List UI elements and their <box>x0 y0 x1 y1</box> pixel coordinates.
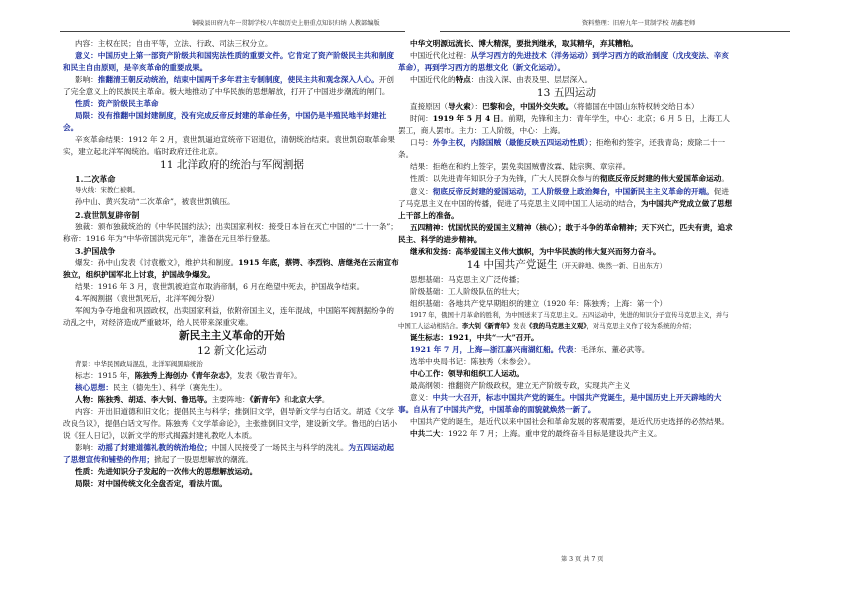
header-divider-right <box>440 31 790 32</box>
xinhai-limitation: 局限：没有推翻中国封建制度，没有完成反帝反封建的革命任务，中国仍是半殖民地半封建社会。 <box>63 111 387 133</box>
cpc-organizational-basis: 组织基础：各地共产党早期组织的建立（1920 年：陈独秀；上海：第一个） <box>410 298 668 308</box>
second-revolution-heading: 1.二次革命 <box>75 174 116 185</box>
cpc-second-congress: 中共二大：1922 年 7 月；上海。重申党的最终奋斗目标是建设共产主义。 <box>410 429 662 439</box>
second-revolution-desc: 孙中山、黄兴发动“二次革命”，被袁世凯镇压。 <box>75 197 235 207</box>
may4-result: 结果：拒绝在和约上签字，罢免卖国贼曹汝霖、陆宗舆、章宗祥。 <box>410 162 631 172</box>
section-13-title: 13 五四运动 <box>536 87 597 100</box>
restoration-desc: 独裁：颁布独裁统治的《中华民国约法》；出卖国家利权：接受日本旨在灭亡中国的“二十一条”；称帝：1916 年为“中华帝国洪宪元年”，准备在元旦举行登基。 <box>63 221 398 243</box>
section-11-title: 11 北洋政府的统治与军阀割据 <box>160 159 304 172</box>
cpc-central-work: 中心工作：领导和组织工人运动。 <box>410 369 524 379</box>
new-culture-nature: 性质：先进知识分子发起的一次伟大的思想解放运动。 <box>75 467 258 477</box>
new-culture-content: 内容：开出旧道德和旧文化；提倡民主与科学；推倒旧文学，倡导新文学与白话文。胡适《文学改良刍议》，提倡白话文写作。陈独秀《文学革命论》，主张推倒旧文学，建设新文学。鲁迅的白话小说《狂人日记》，以新文学的形式揭露封建礼教吃人本质。 <box>63 407 398 441</box>
constitution-significance: 意义：中国历史上第一部资产阶级共和国宪法性质的重要文件。它肯定了资产阶级民主共和制度和民主自由原则，是辛亥革命的重要成果。 <box>63 51 394 73</box>
cpc-significance: 意义：中共一大召开，标志中国共产党的诞生。中国共产党诞生，是中国历史上开天辟地的大事。自从有了中国共产党，中国革命的面貌就焕然一新了。 <box>398 393 722 415</box>
cpc-secretary: 选举中央局书记：陈独秀（未参会）。 <box>410 357 536 367</box>
new-culture-impact: 影响：动摇了封建道德礼教的统治地位；中国人民接受了一场民主与科学的洗礼。为五四运动起了思想宣传和铺垫的作用；掀起了一股思想解放的潮流。 <box>63 443 394 465</box>
modernization-process: 中国近代化过程：从学习西方的先进技术（洋务运动）到学习西方的政治制度（戊戌变法、辛亥革命），再到学习西方的思想文化（新文化运动）。 <box>398 51 729 73</box>
header-divider-left <box>60 31 405 32</box>
xinhai-impact: 影响：推翻清王朝反动统治，结束中国两千多年君主专制制度，使民主共和观念深入人心。开创了完全意义上的民族民主革命。极大地推动了中华民族的思想解放，打开了中国进步潮流的闸门。 <box>63 75 394 97</box>
right-column <box>398 38 735 440</box>
new-culture-limitation: 局限：对中国传统文化全盘否定，看法片面。 <box>75 479 227 489</box>
cpc-program: 最高纲领：推翻资产阶级政权，建立无产阶级专政，实现共产主义 <box>410 381 631 391</box>
cpc-ideological-basis: 思想基础：马克思主义广泛传播； <box>410 274 524 284</box>
warlord-desc: 军阀为争夺地盘和巩固政权，出卖国家利益，依附帝国主义，连年混战，中国陷军阀割据纷争的动乱之中，对经济造成严重破坏，给人民带来深重灾难。 <box>63 305 394 327</box>
modernization-feature: 中国近代化的特点：由浅入深、由表及里、层层深入。 <box>410 75 593 85</box>
chinese-civilization: 中华文明源远流长、博大精深，要批判继承，取其精华，弃其糟粕。 <box>410 39 638 48</box>
may4-significance: 意义：彻底反帝反封建的爱国运动，工人阶级登上政治舞台，中国新民主主义革命的开端。促进了马克思主义在中国的传播，促进了马克思主义同中国工人运动的结合，为中国共产党成立做了思想上干部上的准备。 <box>398 186 733 220</box>
cpc-background: 1917 年，俄国十月革命的胜利，为中国送来了马克思主义。五四运动中，先进的知识分子宣传马克思主义，并与中国工人运动相结合。李大钊《新青年》发表《我的马克思主义观》，对马克思主义作了较为系统的介绍； <box>398 310 729 330</box>
new-culture-marker: 标志：1915 年，陈独秀上海创办《青年杂志》，发表《敬告青年》。 <box>75 370 302 380</box>
unit-title: 新民主主义革命的开始 <box>179 329 285 342</box>
cpc-founding-marker: 诞生标志：1921，中共“一大”召开。 <box>410 332 539 342</box>
section-14-title: 14 中国共产党诞生（开天辟地、焕然一新、日出东方） <box>466 258 667 271</box>
restoration-heading: 2.袁世凯复辟帝制 <box>75 209 140 220</box>
page-number: 第 3 页 共 7 页 <box>561 556 604 563</box>
protect-nation-heading: 3.护国战争 <box>75 245 116 256</box>
may4-slogan: 口号：外争主权，内除国贼（最能反映五四运动性质）；拒绝和约签字，还我青岛；废除二十一条。 <box>398 138 726 160</box>
xinhai-nature: 性质：资产阶级民主革命 <box>75 99 159 109</box>
protect-nation-outbreak: 爆发：孙中山发表《讨袁檄文》，维护共和制度。1915 年底，蔡锷、李烈钧、唐继尧在云南宣布独立，组织护国军北上讨袁，护国战争爆发。 <box>63 257 399 279</box>
may4-nature: 性质：以先进青年知识分子为先锋，广大人民群众参与的彻底反帝反封建的伟大爱国革命运动。 <box>410 174 729 184</box>
page-header-left: 铜陵县田府九年一贯制学校八年级历史上册重点知识归纳 人教部编版 <box>192 20 380 27</box>
new-culture-figures: 人物：陈独秀、胡适、李大钊、鲁迅等。主要阵地：《新青年》和北京大学。 <box>75 394 330 404</box>
may4-inherit: 继承和发扬：高举爱国主义伟大旗帜，为中华民族的伟大复兴而努力奋斗。 <box>410 246 661 256</box>
cpc-class-basis: 阶级基础：工人阶级队伍的壮大； <box>410 286 524 296</box>
second-revolution-trigger: 导火线：宋教仁被刺。 <box>75 186 139 195</box>
cpc-first-congress: 1921 年 7 月，上海—浙江嘉兴南湖红船。代表：毛泽东、董必武等。 <box>410 344 650 354</box>
protect-nation-result: 结果：1916 年 3 月，袁世凯被迫宣布取消帝制，6 月在绝望中死去，护国战争结束。 <box>75 281 365 291</box>
new-culture-core: 核心思想：民主（德先生）、科学（赛先生）。 <box>75 382 227 392</box>
page-header-right: 资料整理：旧府九年一贯制学校 胡鑫老师 <box>582 20 696 27</box>
may4-time: 时间：1919 年 5 月 4 日。前期，先锋和主力：青年学生，中心：北京；6 月 5 日，上海工人罢工，商人罢市。主力：工人阶级，中心：上海。 <box>398 114 731 136</box>
new-culture-background: 背景：中华民国政局混乱，北洋军阀黑暗统治 <box>75 359 203 368</box>
xinhai-result: 辛亥革命结果：1912 年 2 月，袁世凯逼迫宣统帝下诏退位，清朝统治结束。袁世凯窃取革命果实，建立起北洋军阀统治。临时政府迁往北京。 <box>63 135 395 157</box>
may4-spirit: 五四精神：忧国忧民的爱国主义精神（核心）；敢于斗争的革命精神；天下兴亡，匹夫有责，追求民主、科学的进步精神。 <box>398 222 733 244</box>
warlord-heading: 4.军阀割据（袁世凯死后，北洋军阀分裂） <box>75 293 219 303</box>
constitution-content: 内容：主权在民；自由平等，立法、行政、司法三权分立。 <box>75 39 273 48</box>
cpc-inevitability: 中国共产党的诞生，是近代以来中国社会和革命发展的客观需要，是近代历史选择的必然结果。 <box>410 417 729 427</box>
left-column <box>63 38 401 490</box>
may4-cause: 直接原因（导火索）：巴黎和会，中国外交失败。（将德国在中国山东特权转交给日本） <box>410 102 699 112</box>
section-12-title: 12 新文化运动 <box>197 344 267 357</box>
